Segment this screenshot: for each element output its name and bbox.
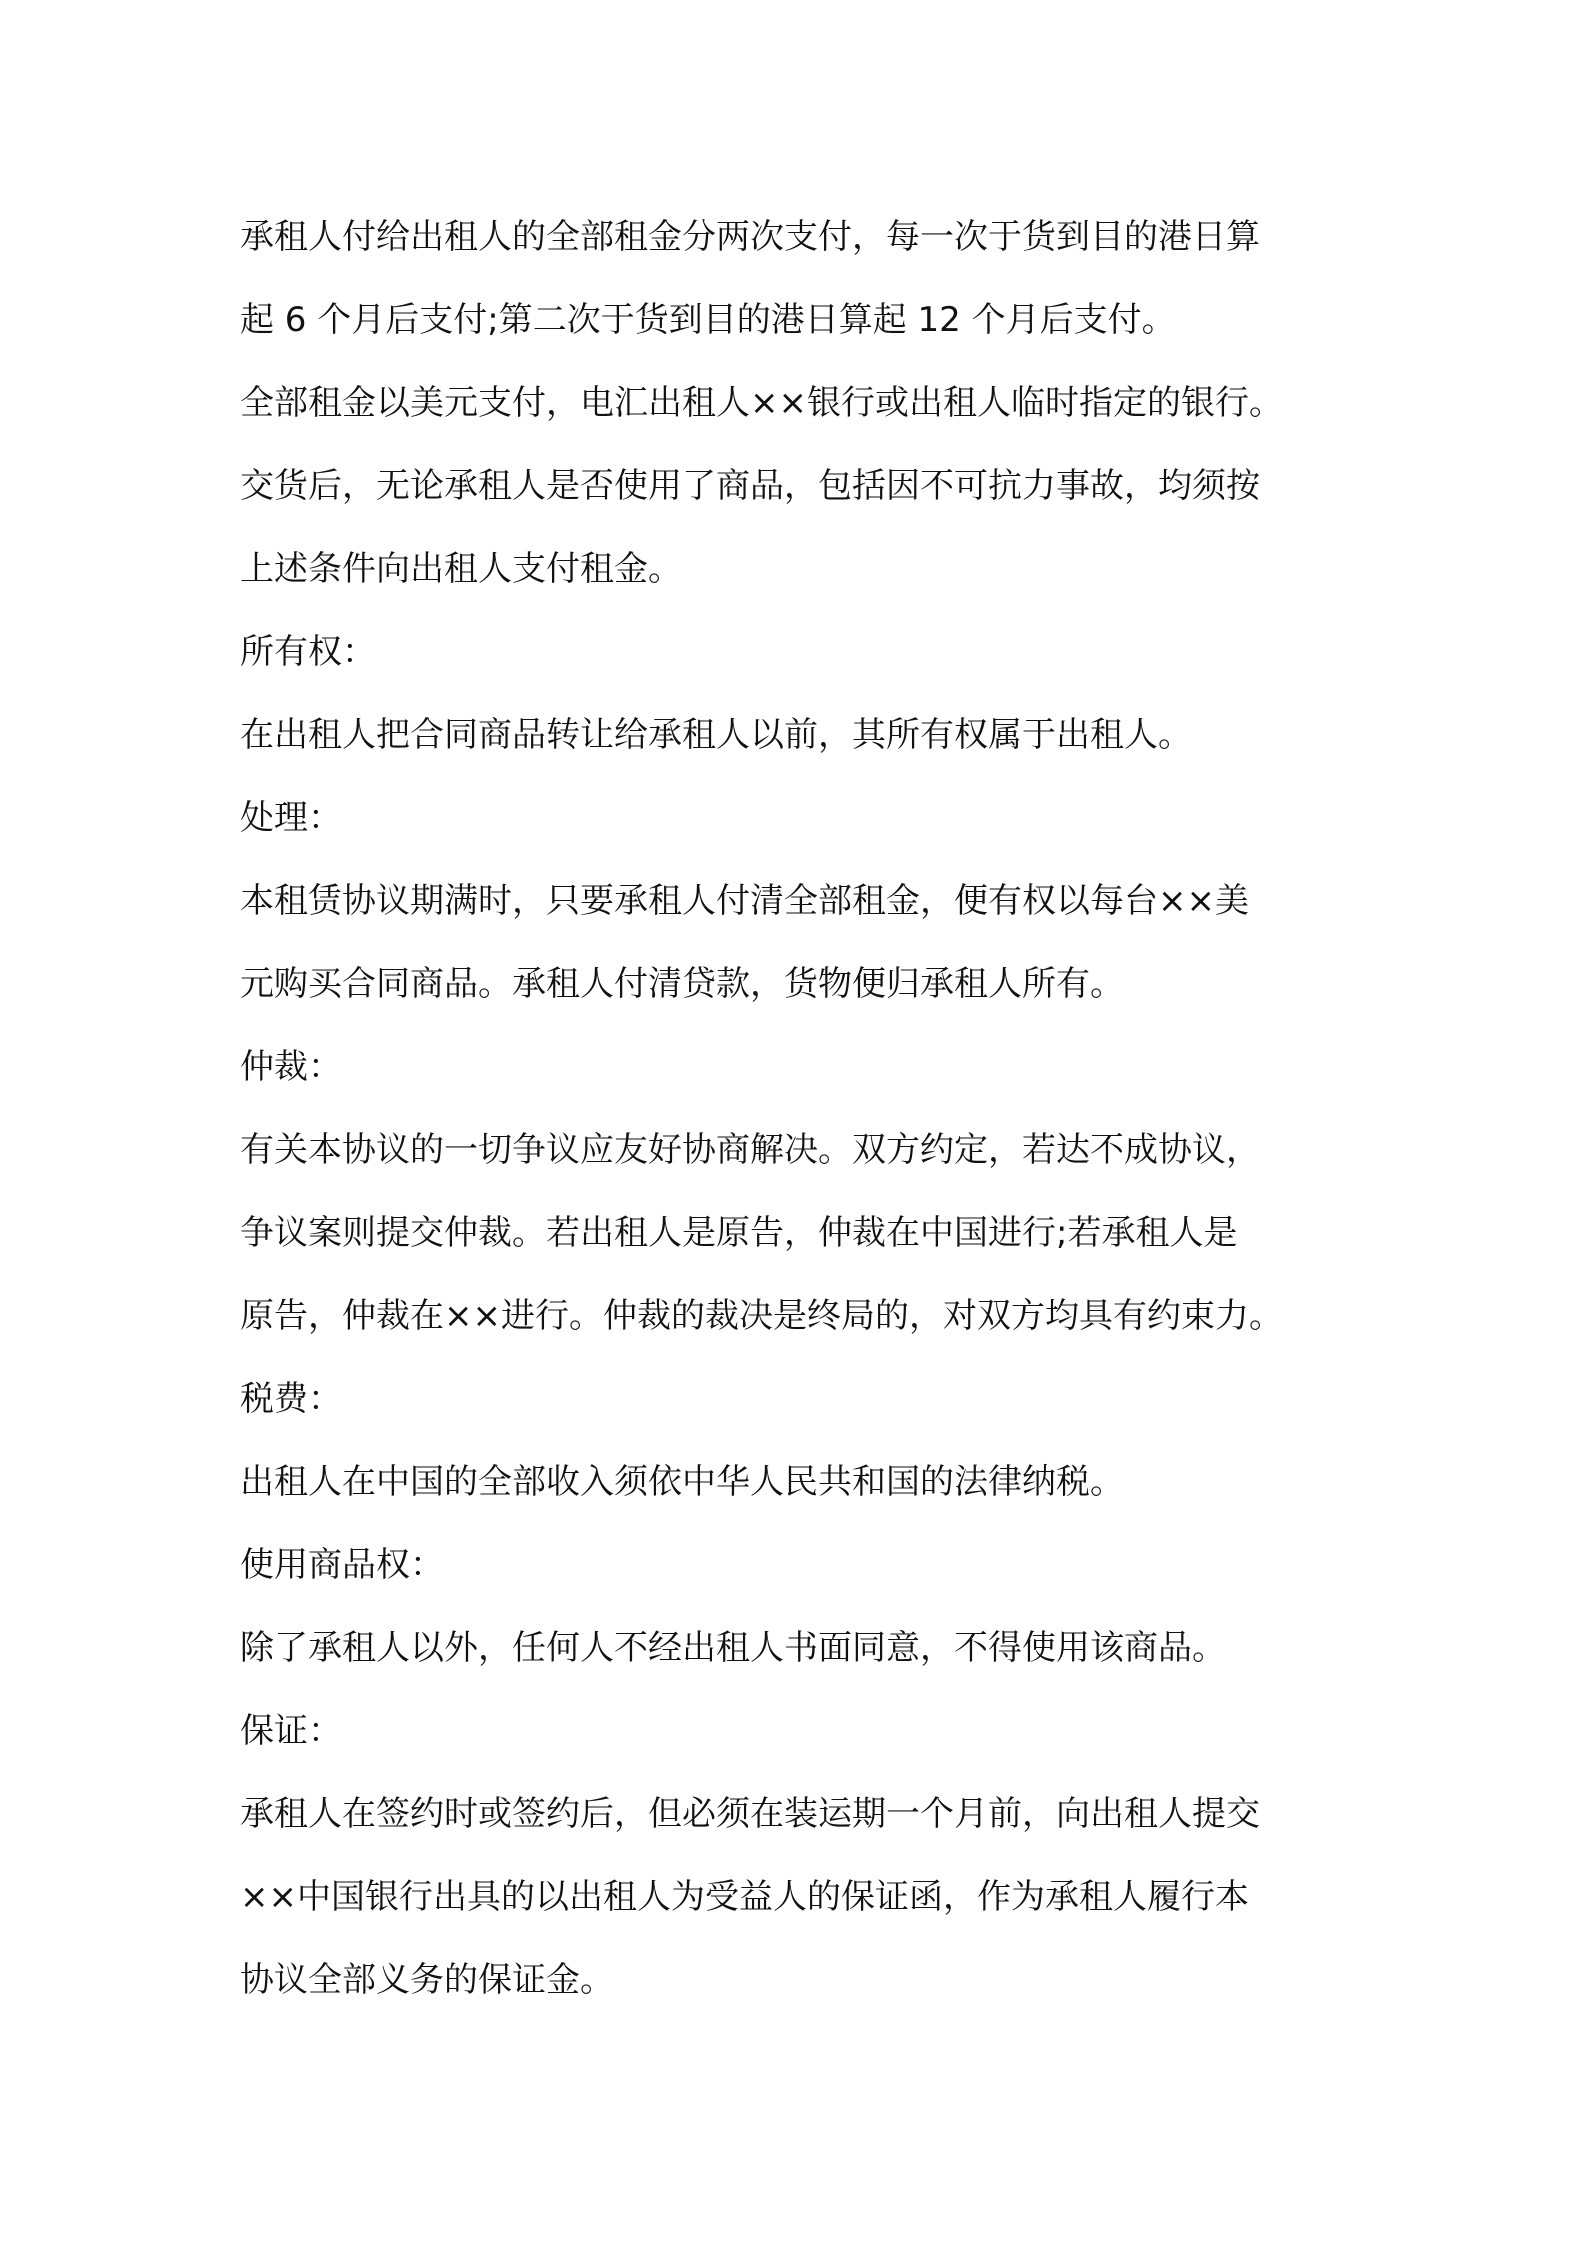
rent-currency-line: 全部租金以美元支付，电汇出租人××银行或出租人临时指定的银行。 (240, 383, 1283, 423)
rent-obligation-line-1: 交货后，无论承租人是否使用了商品，包括因不可抗力事故，均须按 (240, 466, 1260, 506)
guarantee-text-line-3: 协议全部义务的保证金。 (240, 1960, 614, 2000)
rent-payment-line-1: 承租人付给出租人的全部租金分两次支付，每一次于货到目的港日算 (240, 217, 1260, 257)
disposal-heading: 处理： (240, 798, 342, 838)
usage-rights-text: 除了承租人以外，任何人不经出租人书面同意，不得使用该商品。 (240, 1628, 1226, 1668)
disposal-text-line-2: 元购买合同商品。承租人付清贷款，货物便归承租人所有。 (240, 964, 1124, 1004)
rent-obligation-line-2: 上述条件向出租人支付租金。 (240, 549, 682, 589)
rent-payment-line-2: 起 6 个月后支付;第二次于货到目的港日算起 12 个月后支付。 (240, 300, 1176, 340)
ownership-text: 在出租人把合同商品转让给承租人以前，其所有权属于出租人。 (240, 715, 1192, 755)
arbitration-text-line-2: 争议案则提交仲裁。若出租人是原告，仲裁在中国进行;若承租人是 (240, 1213, 1238, 1253)
taxes-heading: 税费： (240, 1379, 342, 1419)
arbitration-heading: 仲裁： (240, 1047, 342, 1087)
arbitration-text-line-3: 原告，仲裁在××进行。仲裁的裁决是终局的，对双方均具有约束力。 (240, 1296, 1283, 1336)
guarantee-text-line-2: ××中国银行出具的以出租人为受益人的保证函，作为承租人履行本 (240, 1877, 1249, 1917)
guarantee-text-line-1: 承租人在签约时或签约后，但必须在装运期一个月前，向出租人提交 (240, 1794, 1260, 1834)
arbitration-text-line-1: 有关本协议的一切争议应友好协商解决。双方约定，若达不成协议， (240, 1130, 1260, 1170)
ownership-heading: 所有权： (240, 632, 376, 672)
disposal-text-line-1: 本租赁协议期满时，只要承租人付清全部租金，便有权以每台××美 (240, 881, 1249, 921)
usage-rights-heading: 使用商品权： (240, 1545, 444, 1585)
document-body (240, 196, 1400, 2022)
guarantee-heading: 保证： (240, 1711, 342, 1751)
taxes-text: 出租人在中国的全部收入须依中华人民共和国的法律纳税。 (240, 1462, 1124, 1502)
